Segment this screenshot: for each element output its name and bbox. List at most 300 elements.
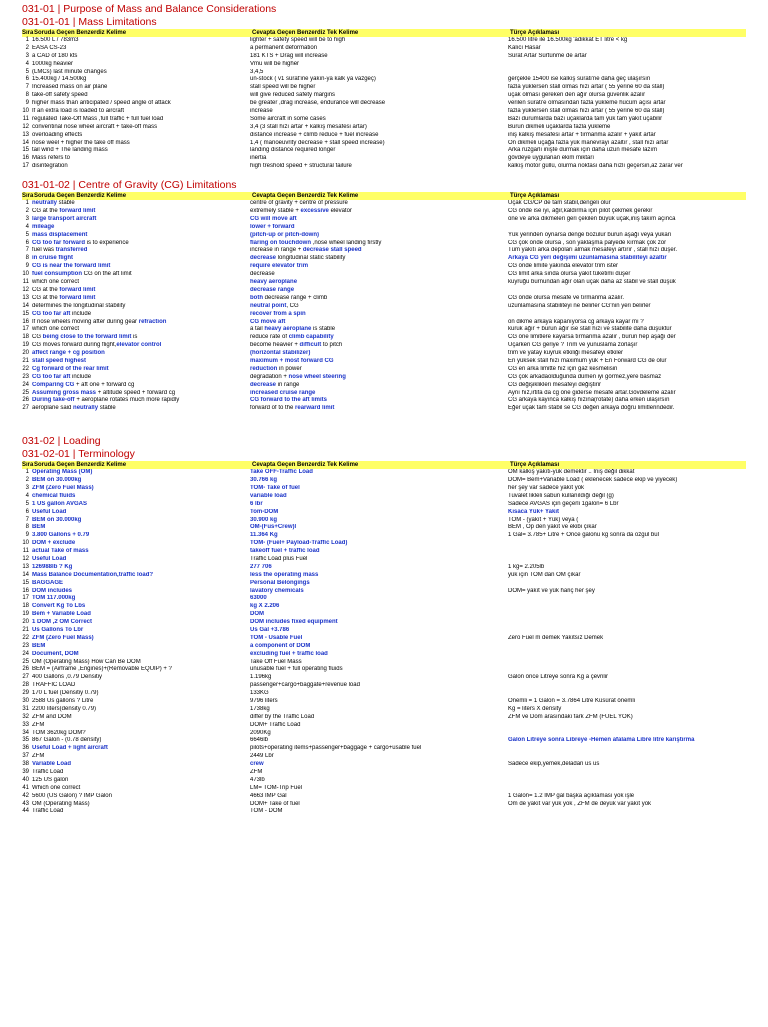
table-row (22, 777, 746, 785)
table-row (22, 548, 746, 556)
cell-b: 6646lb (250, 737, 269, 744)
cell-b: less the operating mass (250, 571, 319, 578)
cell-a: 1000kg heavier (32, 60, 74, 67)
cell-b: 9796 liters (250, 698, 278, 705)
table-row (22, 124, 746, 132)
cell-b: increase in range + decrease stall speed (250, 247, 362, 254)
cell-n: 22 (22, 634, 29, 641)
cell-n: 3 (25, 52, 29, 59)
cell-n: 8 (25, 92, 29, 99)
table-row (22, 200, 746, 208)
cell-c (508, 603, 746, 611)
cell-n: 2 (25, 208, 29, 215)
cell-c: Ön dikmeli uçağa fazla yük manevrayı azaltır , stall hızı artar (508, 139, 669, 146)
cell-n: 10 (22, 271, 29, 278)
cell-n: 17 (22, 163, 29, 170)
cell-b: DOM+ Traffic Load (250, 721, 301, 728)
table-row (22, 255, 746, 263)
cell-a: mass displacement (32, 231, 88, 238)
cell-n: 9 (25, 532, 29, 539)
cell-a: 170 L fuel (Densitiy 0.79) (32, 690, 99, 697)
cell-b: both decrease range + climb (250, 294, 328, 301)
cell-n: 7 (25, 247, 29, 254)
cell-c: CG çok arkadaolduğunda dümen iyi görmez,yere basmaz (508, 373, 662, 380)
table-row (22, 382, 746, 390)
cell-n: 10 (22, 540, 29, 547)
cell-a: tail wind + The landing mass (32, 147, 108, 154)
cell-b: become heavier + difficult to pitch (250, 342, 343, 349)
table-row (22, 572, 746, 580)
cell-c: fazla yüklersen stall olmas hızı artar ( 55 yerine 60 da stall) (508, 84, 665, 91)
table-row (22, 334, 746, 342)
cell-n: 9 (25, 100, 29, 107)
table-row (22, 706, 746, 714)
cell-b: DOM includes fixed equipment (250, 619, 338, 626)
cell-a: stall speed highest (32, 357, 87, 364)
cell-c: CG değişiklikleri mesafeyi değiştirir (508, 381, 602, 388)
cell-c: Kg = liters X density (508, 705, 562, 712)
cell-b: landing distance required longer (250, 147, 336, 154)
cell-c: DOM= Bem+Variable Load ( eklenecek sadece ekip ve yiyecek) (508, 477, 678, 484)
table-row (22, 469, 746, 477)
cell-c: kalkış motor güllü, olurma noktası daha hızlı geçersin,az zarar ver (508, 163, 683, 170)
cell-b: a permanent deformation (250, 44, 318, 51)
cell-c: CG öne limitlere kayarsa tırmanma azalır , burun hep aşağı der (508, 334, 676, 341)
cell-a: Us Gallons To Lbr (32, 627, 84, 633)
cell-n: 16 (22, 587, 29, 594)
cell-c (508, 659, 746, 667)
cell-a: CG at the forward limit (32, 286, 96, 293)
cell-b: 11.364 Kg (250, 532, 278, 539)
table-row (22, 45, 746, 53)
table-row (22, 659, 746, 667)
cell-c: fazla yüklersen stall olmas hızı artar ( 55 yerine 60 da stall) (508, 108, 665, 115)
table-row (22, 155, 746, 163)
cell-a: take-off safety speed (32, 92, 88, 99)
cell-n: 1 (25, 469, 29, 476)
table-row (22, 595, 746, 603)
table-row (22, 635, 746, 643)
table-row (22, 753, 746, 761)
table-row (22, 326, 746, 334)
cell-a: OM (Operating Mass) How Can Be DOM (32, 658, 141, 665)
table-row (22, 643, 746, 651)
cell-c (508, 548, 746, 556)
table-row (22, 92, 746, 100)
cell-b: CG will move aft (250, 215, 297, 222)
cell-a: 2588 Us gallons ? Litre (32, 698, 94, 705)
cell-b: reduction in power (250, 365, 302, 372)
cell-b: 2449 Lbr (250, 753, 274, 760)
cell-b: (pitch-up or pitch-down) (250, 231, 319, 238)
cell-n: 26 (22, 666, 29, 673)
cell-n: 11 (22, 548, 29, 555)
cell-n: 15 (22, 579, 29, 586)
cell-n: 39 (22, 769, 29, 776)
cell-c (508, 777, 746, 785)
table-row (22, 319, 746, 327)
cell-b: will give reduced safety margins (250, 92, 336, 99)
cell-b: a component of DOM (250, 642, 311, 649)
table-header (22, 192, 746, 200)
header-cell-n: Sıra (22, 193, 34, 200)
cell-n: 30 (22, 698, 29, 705)
cell-n: 6 (25, 76, 29, 83)
cell-c: Om de yakıt var yük yok , ZFM de deyük var yakıt yok (508, 800, 652, 807)
cell-a: ZFM and DOM (32, 713, 72, 720)
cell-n: 24 (22, 381, 29, 388)
table-row (22, 698, 746, 706)
cell-c: Kısaca Yük+ Yakıt (508, 508, 559, 515)
cell-c: CG en arka limitte hız için gaz kesmelisin (508, 365, 618, 372)
cell-b: lavatory chemicals (250, 587, 304, 594)
header-cell-a: Soruda Geçen Benzerdiz Kelime (34, 193, 127, 200)
cell-n: 24 (22, 650, 29, 657)
cell-b: 30.766 kg (250, 477, 278, 484)
cell-a: ZFM (32, 753, 45, 760)
cell-b: inertia (250, 155, 267, 162)
table-row (22, 714, 746, 722)
cell-a: Comparing CG + aft one + forward cg (32, 381, 135, 388)
cell-a: EASA CS-23 (32, 44, 67, 51)
cell-n: 15 (22, 147, 29, 154)
cell-a: CG being close to the forward limit is (32, 334, 138, 341)
section-title: 031-02-01 | Terminology (22, 448, 135, 461)
cell-a: 1 US gallon AVGAS (32, 500, 88, 507)
cell-c (508, 611, 746, 619)
cell-b: extremely stable + excessive elevator (250, 208, 352, 215)
cell-n: 43 (22, 800, 29, 807)
cell-n: 23 (22, 373, 29, 380)
cell-n: 12 (22, 555, 29, 562)
cell-a: 5600 (US Galon) ? IMP Galon (32, 792, 112, 799)
cell-c: Aynı hız,irtifa da cg öne giderse mesafe artar.Gövdeleme azalır (508, 389, 676, 396)
cell-b: (horizontal stabilizer) (250, 350, 311, 357)
cell-b: 133KG (250, 690, 269, 697)
cell-n: 44 (22, 808, 29, 815)
cell-n: 22 (22, 365, 29, 372)
cell-b: TOM- (Fuel+ Payload-Traffic Load) (250, 540, 348, 547)
cell-b: 30.900 kg (250, 516, 278, 523)
cell-a: BEM (32, 524, 46, 531)
cell-c (508, 69, 746, 77)
table-row (22, 509, 746, 517)
table-row (22, 801, 746, 809)
cell-c: 16.500 litre ile 16.500kg 'adikkat ET litre < kg (508, 37, 628, 43)
cell-a: BAGGAGE (32, 579, 64, 586)
cell-a: 1 DOM ,2 OM Correct (32, 619, 93, 626)
table-row (22, 208, 746, 216)
cell-a: which one correct (32, 326, 80, 333)
table-row (22, 287, 746, 295)
cell-b: un-stock ( v1 sürat'ine yakın-ya kalk ya vazgeç) (250, 76, 376, 83)
cell-c: Yük yerinden oynarsa denge bozulur burun aşağı veya yukarı (508, 231, 672, 238)
cell-b: TOM- Take of fuel (250, 484, 300, 491)
header-cell-c: Türçe Açıklaması (510, 30, 560, 36)
cell-n: 29 (22, 690, 29, 697)
cell-n: 14 (22, 139, 29, 146)
cell-a: CG is near the forward limit (32, 263, 111, 270)
cell-c (508, 808, 746, 816)
cell-c: kuyruğu burnundan ağır olan uçak daha az stabil ve stall düşük (508, 279, 676, 286)
cell-c: Tuvalet likleli sabun kullanıldığı değil (g) (508, 492, 614, 499)
header-cell-c: Türçe Açıklaması (510, 462, 560, 469)
cell-n: 12 (22, 123, 29, 130)
cell-n: 14 (22, 571, 29, 578)
cell-c: Zero Fuel m demek Yakıtsız Demek (508, 634, 604, 641)
table-row (22, 350, 746, 358)
table-row (22, 390, 746, 398)
cell-n: 17 (22, 326, 29, 333)
cell-c: kuruk ağır + burun ağır ise stall hızı ve stabilite daha düşüktür (508, 326, 672, 333)
cell-c: CG önde limite yakında elevatör trim ister (508, 263, 619, 270)
cell-n: 31 (22, 705, 29, 712)
table-row (22, 532, 746, 540)
cell-n: 25 (22, 389, 29, 396)
cell-a: 125 US galon (32, 776, 69, 783)
cell-c (508, 287, 746, 295)
table-row (22, 793, 746, 801)
cell-b: 1.196kg (250, 674, 272, 681)
cell-a: Convert Kg To Lbs (32, 603, 86, 610)
table-row (22, 311, 746, 319)
cell-a: CG too far aft include (32, 310, 92, 317)
cell-b: excluding fuel + traffic load (250, 650, 328, 657)
cell-n: 35 (22, 737, 29, 744)
table-header (22, 29, 746, 37)
cell-b: neutral point, CG (250, 302, 299, 309)
cell-c (508, 753, 746, 761)
cell-a: Increased mass on air plane (32, 84, 108, 91)
cell-n: 14 (22, 302, 29, 309)
cell-c: Kalıcı Hasar (508, 44, 541, 51)
cell-a: affect range + cg position (32, 350, 105, 357)
cell-a: If an extra load is loaded to aircraft (32, 108, 125, 115)
cell-n: 13 (22, 563, 29, 570)
cell-c: ön dikme arkaya kapanıyorsa cg arkaya kayar mı ? (508, 318, 644, 325)
cell-n: 20 (22, 619, 29, 626)
table-row (22, 405, 746, 413)
cell-a: regulated Take-Off Mass ,full traffic + full fuel load (32, 115, 164, 122)
cell-b: Take Off Fuel Mass (250, 658, 302, 665)
cell-c (508, 619, 746, 627)
cell-n: 6 (25, 508, 29, 515)
cell-c: Galon önce Litreye sonra Kg a çevrilir (508, 674, 609, 681)
cell-b: passenger+cargo+baggate+revenue load (250, 682, 360, 689)
cell-n: 17 (22, 595, 29, 602)
cell-n: 16 (22, 155, 29, 162)
cell-c: Galon Litreye sonra Libreye -Hemen afalama Libre litre karıştırma (508, 737, 695, 744)
table-row (22, 627, 746, 635)
cell-b: TOM - DOM (250, 808, 283, 815)
table-row (22, 524, 746, 532)
table-row (22, 603, 746, 611)
cell-a: neutrally stable (32, 200, 75, 207)
cell-n: 26 (22, 397, 29, 404)
cell-c: BEM , Op den yakıt ve ekibi çıkar (508, 524, 597, 531)
cell-n: 42 (22, 792, 29, 799)
cell-a: 400 Gallons ,0.79 Densitiy (32, 674, 103, 681)
table-row (22, 240, 746, 248)
cell-c: Sürat Artar Sürtünme de artar (508, 52, 587, 59)
cell-b: 4663 IMP Gal (250, 792, 287, 799)
cell-n: 5 (25, 68, 29, 75)
table-row (22, 651, 746, 659)
cell-n: 33 (22, 721, 29, 728)
cell-n: 23 (22, 642, 29, 649)
table-row (22, 769, 746, 777)
cell-a: Useful Load (32, 555, 67, 562)
table-row (22, 116, 746, 124)
table-row (22, 140, 746, 148)
header-cell-b: Cevapta Geçen Benzerdiz Tek Kelime (252, 30, 359, 36)
cell-b: 2090Kg (250, 729, 271, 736)
cell-c (508, 730, 746, 738)
cell-a: BEM on 30.000kg (32, 516, 82, 523)
cell-a: fuel was transferred (32, 247, 88, 254)
table-row (22, 279, 746, 287)
cell-c (508, 666, 746, 674)
cell-b: LM= TOM-Trip Fuel (250, 784, 303, 791)
cell-b: 3,4 (3 stall hızı artar + kalkış mesafesi artar) (250, 123, 367, 130)
cell-c: öne ve arka dikmeleri geri çekilen büyük uçak,iniş takım açınca (508, 215, 676, 222)
cell-b: crew (250, 761, 264, 768)
cell-c: Burun dikmeli uçaklarda fazla yükleme (508, 123, 611, 130)
cell-c: CG çok önde olursa , son yaklaşma palyede kırmak çok zor (508, 239, 667, 246)
table-row (22, 619, 746, 627)
table-row (22, 611, 746, 619)
cell-n: 32 (22, 713, 29, 720)
cell-n: 8 (25, 524, 29, 531)
table-row (22, 501, 746, 509)
cell-n: 21 (22, 627, 29, 633)
cell-c: 1 Gal= 3.785+ Litre + Once galonu kg sonra da ozgul bul (508, 532, 659, 539)
cell-n: 2 (25, 477, 29, 484)
cell-a: ZFM (32, 721, 45, 728)
chapter-title: 031-01 | Purpose of Mass and Balance Considerations (22, 3, 277, 15)
cell-b: kg X 2.206 (250, 603, 280, 610)
cell-a: overloading effects (32, 131, 83, 138)
cell-a: Document, DOM (32, 650, 79, 657)
cell-n: 28 (22, 682, 29, 689)
cell-c: uzunlamasına stabiliteyi ne belirler CG'nin yeri belirler (508, 302, 651, 309)
cell-c: En yüksek stall hızı maximum yük + En Forward CG de olur (508, 357, 667, 364)
cell-c: trim ve yatay kuyruk etkiliği mesafeyi etkiler (508, 350, 624, 357)
table-row (22, 132, 746, 140)
table-row (22, 216, 746, 224)
cell-b: variable load (250, 492, 287, 499)
cell-n: 19 (22, 342, 29, 349)
cell-b: a tail heavy aeroplane is stable (250, 326, 336, 333)
cell-a: Cg forward of the rear limit (32, 365, 109, 372)
header-cell-c: Türçe Açıklaması (510, 193, 560, 200)
cell-n: 18 (22, 334, 29, 341)
cell-b: recover from a spin (250, 310, 306, 317)
cell-b: takeoff fuel + traffic load (250, 548, 320, 555)
cell-b: 181 KTS + Drag will increase (250, 52, 328, 59)
cell-n: 34 (22, 729, 29, 736)
cell-b: Traffic Load plus Fuel (250, 555, 308, 562)
cell-n: 7 (25, 84, 29, 91)
cell-a: large transport aircraft (32, 215, 97, 222)
cell-c: Tüm yakıtı arka depoları almak mesafeyi artırır , stall hızı düşer. (508, 247, 678, 254)
cell-b: OM-(Fus+Crew)l (250, 524, 297, 531)
table-row (22, 682, 746, 690)
table-row (22, 366, 746, 374)
cell-c: CG önde olursa mesafe ve tırmanma azalır. (508, 294, 625, 301)
cell-b: Take OFF-Traffic Load (250, 469, 313, 476)
cell-n: 41 (22, 784, 29, 791)
cell-b: ZFM (250, 769, 263, 776)
table-row (22, 342, 746, 350)
cell-n: 1 (25, 200, 29, 207)
table-row (22, 108, 746, 116)
cell-b: pilots+operating items+passenger+baggage + cargo+usable fuel (250, 745, 422, 752)
table-row (22, 263, 746, 271)
cell-n: 37 (22, 753, 29, 760)
table-row (22, 761, 746, 769)
cell-a: Variable Load (32, 761, 72, 768)
cell-n: 36 (22, 745, 29, 752)
cell-n: 9 (25, 263, 29, 270)
cell-a: BEM = (Airframe ,Engines)+(Removable EQUIP) + ? (32, 666, 172, 673)
cell-a: 2200 liters(density 0.79) (32, 705, 97, 712)
table-row (22, 690, 746, 698)
cell-b: Tom-DOM (250, 508, 279, 515)
cell-c: CG önde ise iyi, ağır,kaldırma için pilot çekmek gerekir (508, 208, 653, 215)
cell-a: Useful Load + light aircraft (32, 745, 108, 752)
cell-c (508, 311, 746, 319)
cell-a: determines the longitudinal stability (32, 302, 126, 309)
cell-b: 473lb (250, 776, 265, 783)
cell-b: degradation + nose wheel steering (250, 373, 346, 380)
cell-a: conventinal nose wheel aircraft + take-off mass (32, 123, 158, 130)
cell-a: actual Take of mass (32, 548, 89, 555)
cell-c: CG limit arka sında olursa yakıt tüketimi düşer (508, 271, 631, 278)
cell-n: 18 (22, 603, 29, 610)
cell-c (508, 643, 746, 651)
cell-b: CG forward to the aft limits (250, 397, 328, 404)
cell-b: Personal Belongings (250, 579, 310, 586)
cell-a: Traffic Load (32, 808, 64, 815)
header-cell-n: Sıra (22, 462, 34, 469)
cell-a: Bem + Variable Load (32, 611, 91, 618)
cell-c: CG arkaya kayınca kalkış hızına(rotate) daha erken ulaşırsın (508, 397, 670, 404)
cell-b: CG move aft (250, 318, 286, 325)
cell-a: CG moves forward during flight,elevator control (32, 342, 162, 349)
table-row (22, 556, 746, 564)
section-title: 031-01-01 | Mass Limitations (22, 16, 157, 28)
cell-n: 12 (22, 286, 29, 293)
cell-n: 3 (25, 484, 29, 491)
cell-c: iniş kalkış mesafesi artar + tırmanma azalır + yakıt artar (508, 131, 656, 138)
cell-b: require elevator trim (250, 263, 309, 270)
cell-a: Operating Mass (OM) (32, 469, 93, 476)
table-row (22, 374, 746, 382)
cell-b: differ by the Traffic Load (250, 713, 315, 720)
cell-n: 25 (22, 658, 29, 665)
cell-a: BEM on 30.000kg (32, 477, 82, 484)
cell-c (508, 769, 746, 777)
cell-b: 6 lbr (250, 500, 263, 507)
cell-b: centre of gravity + centre of pressure (250, 200, 348, 207)
cell-a: TOM 3620kg DOM? (32, 729, 86, 736)
table-row (22, 540, 746, 548)
cell-a: Assuming gross mass + altitude speed + forward cg (32, 389, 176, 396)
cell-a: TRAFFIC LOAD (32, 682, 76, 689)
cell-a: higher mass than anticipated / speed angle of attack (32, 100, 171, 107)
table-row (22, 232, 746, 240)
